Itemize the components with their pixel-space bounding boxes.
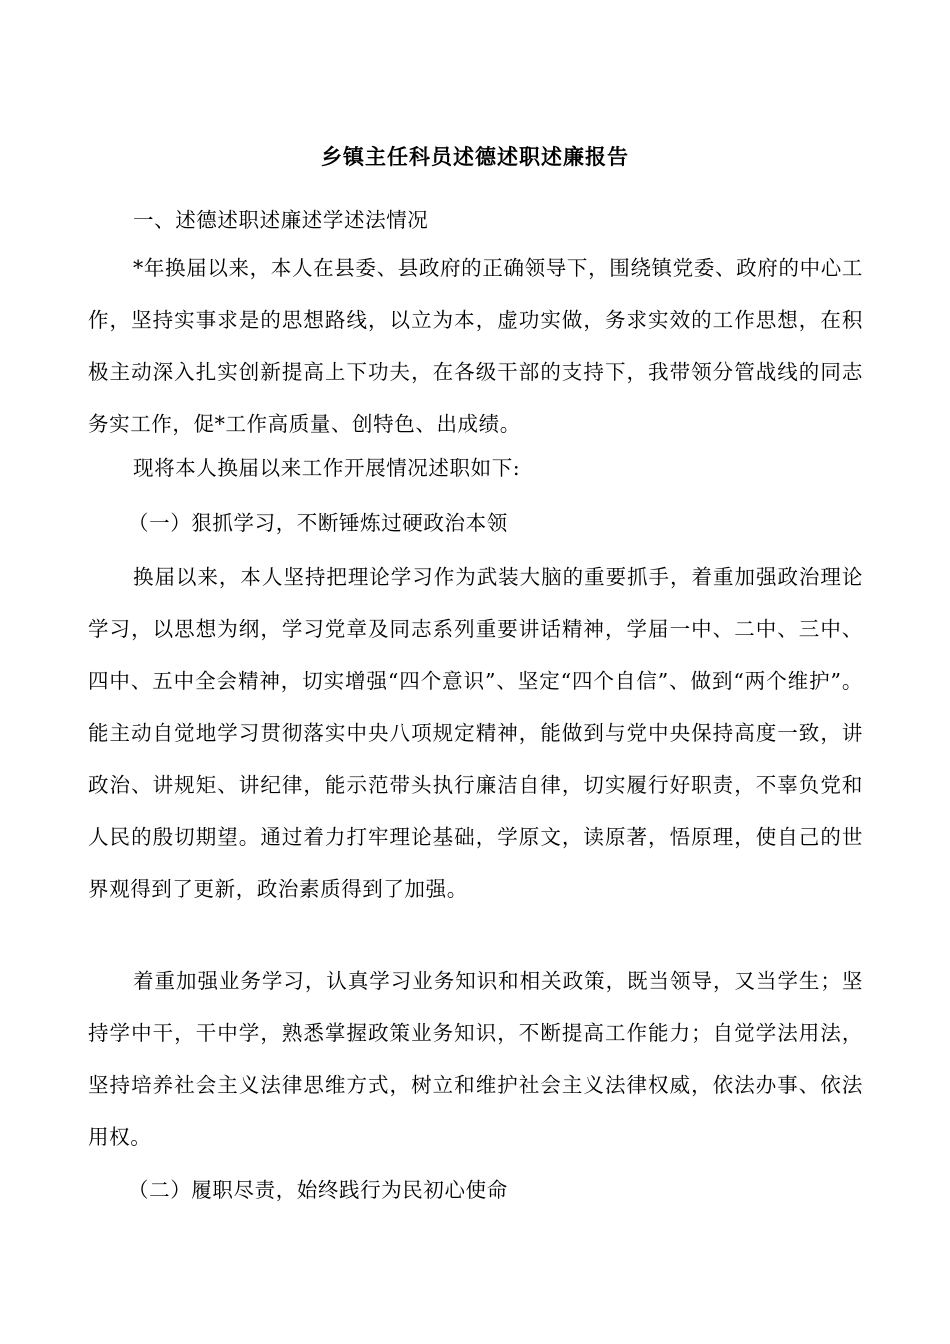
paragraph-summary-line: 现将本人换届以来工作开展情况述职如下: [133,456,521,480]
paragraph-theory-study: 换届以来，本人坚持把理论学习作为武装大脑的重要抓手，着重加强政治理论学习，以思想为纲，学习党章及同志系列重要讲话精神，学届一中、二中、三中、四中、五中全会精神，切实增强“四个意识”、坚定“四个自信”、做到“两个维护”。能主动自觉地学习贯彻落实中央八项规定精神，能做到与党中央保持高度一致，讲政治、讲规矩、讲纪律，能示范带头执行廉洁自律，切实履行好职责，不辜负党和人民的殷切期望。通过着力打牢理论基础，学原文，读原著，悟原理，使自己的世界观得到了更新，政治素质得到了加强。 [88,565,863,901]
paragraph-intro: *年换届以来，本人在县委、县政府的正确领导下，围绕镇党委、政府的中心工作，坚持实事求是的思想路线，以立为本，虚功实做，务求实效的工作思想，在积极主动深入扎实创新提高上下功夫，在各级干部的支持下，我带领分管战线的同志务实工作，促*工作高质量、创特色、出成绩。 [88,256,863,436]
section-heading: 一、述德述职述廉述学述法情况 [133,208,429,232]
subheading-duties: （二）履职尽责，始终践行为民初心使命 [128,1178,508,1202]
document-title: 乡镇主任科员述德述职述廉报告 [321,144,629,169]
subheading-study: （一）狠抓学习，不断锤炼过硬政治本领 [128,511,508,535]
paragraph-business-study: 着重加强业务学习，认真学习业务知识和相关政策，既当领导，又当学生；坚持学中干，干中学，熟悉掌握政策业务知识，不断提高工作能力；自觉学法用法，坚持培养社会主义法律思维方式，树立和维护社会主义法律权威，依法办事、依法用权。 [88,969,863,1149]
